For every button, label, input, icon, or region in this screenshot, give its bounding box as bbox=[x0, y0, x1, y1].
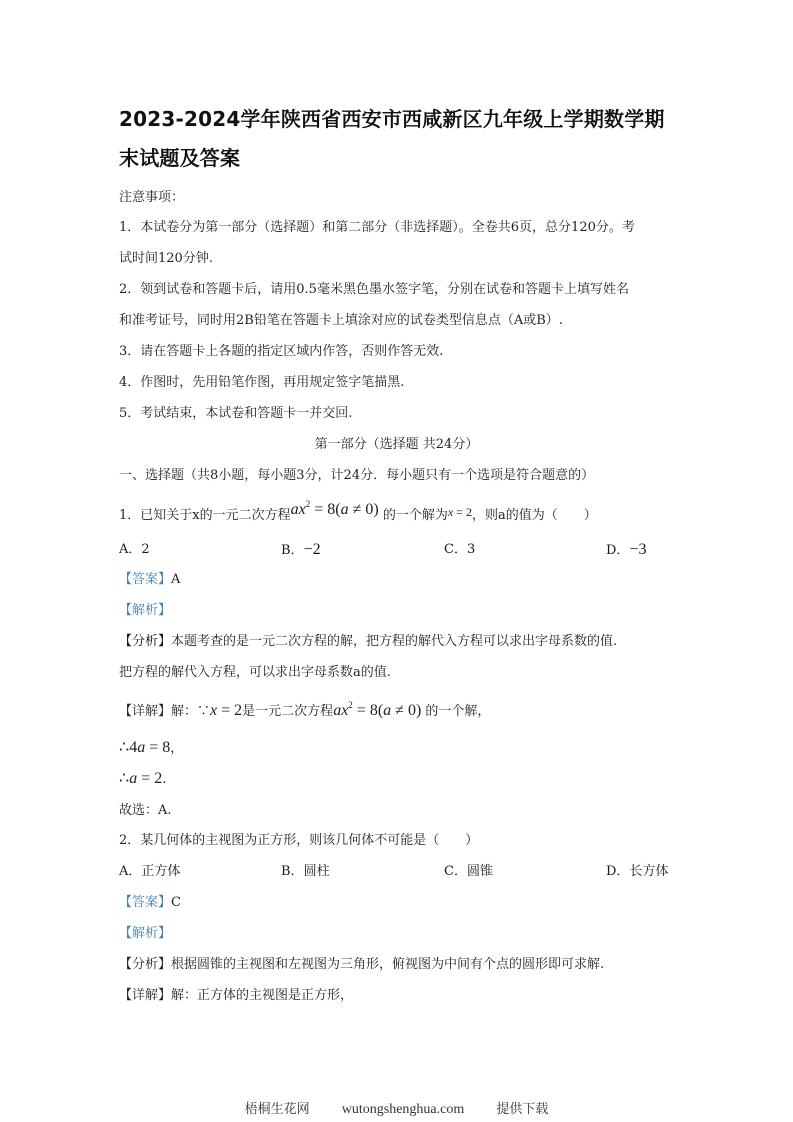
math-text: = 8 bbox=[145, 739, 171, 756]
math-expr bbox=[333, 702, 421, 719]
answer-tag: 【答案】 bbox=[119, 572, 172, 587]
q1-fenxi bbox=[119, 634, 617, 650]
answer-tag: 【答案】 bbox=[119, 895, 172, 910]
q1-option-b bbox=[281, 542, 321, 559]
option-value: 2 bbox=[141, 542, 150, 557]
math-text: = 8( bbox=[310, 501, 341, 518]
option-label: B． bbox=[281, 543, 304, 558]
option-value: 圆柱 bbox=[303, 864, 330, 879]
xiangjie-tag: 【详解】 bbox=[119, 988, 172, 1003]
footer-url-link[interactable]: wutongshenghua.com bbox=[341, 1102, 465, 1117]
xiangjie-text: 解：正方体的主视图是正方形， bbox=[171, 988, 354, 1003]
q1-option-a bbox=[119, 542, 150, 558]
analysis-tag: 【解析】 bbox=[119, 603, 172, 618]
fenxi-text: 根据圆锥的主视图和左视图为三角形，俯视图为中间有个点的圆形即可求解. bbox=[171, 957, 605, 972]
math-text: ≠ 0) bbox=[348, 501, 379, 518]
q1-analysis-tag bbox=[119, 603, 171, 619]
q1-suffix: ，则a的值为（ ） bbox=[471, 508, 597, 523]
option-label: D． bbox=[606, 864, 630, 879]
xiangjie-tag: 【详解】 bbox=[119, 704, 172, 719]
math-text: = 2 bbox=[453, 505, 472, 519]
notice-item: 1．本试卷分为第一部分（选择题）和第二部分（非选择题）。全卷共6页，总分120分。考 bbox=[119, 220, 635, 235]
q1-option-d bbox=[606, 542, 646, 559]
q2-option-b bbox=[281, 864, 330, 880]
document-title-line-1: 2023-2024学年陕西省西安市西咸新区九年级上学期数学期 bbox=[119, 107, 665, 131]
q2-xiangjie bbox=[119, 988, 353, 1004]
answer-value: A bbox=[171, 572, 181, 587]
math-var: x bbox=[210, 702, 218, 719]
option-value: −2 bbox=[303, 541, 321, 558]
q1-step-2 bbox=[119, 771, 166, 788]
xiangjie-text: 是一元二次方程 bbox=[242, 704, 334, 719]
answer-value: C bbox=[171, 895, 181, 910]
q1-step-1 bbox=[119, 740, 183, 757]
notice-item: 4．作图时，先用铅笔作图，再用规定签字笔描黑. bbox=[119, 375, 405, 390]
punct: . bbox=[162, 772, 167, 787]
option-value: 3 bbox=[466, 542, 476, 557]
notice-item: 5．考试结束，本试卷和答题卡一并交回. bbox=[119, 406, 353, 421]
math-text: = 2 bbox=[217, 702, 243, 719]
math-text: = 8( bbox=[352, 702, 384, 719]
math-expr bbox=[210, 702, 242, 719]
math-expr bbox=[119, 770, 162, 787]
option-label: D． bbox=[606, 543, 630, 558]
page-footer bbox=[0, 1098, 793, 1118]
q2-fenxi bbox=[119, 957, 604, 973]
math-var: a bbox=[383, 702, 392, 719]
math-text: 4 bbox=[129, 739, 138, 756]
math-var: x bbox=[298, 501, 306, 518]
math-expr bbox=[119, 739, 170, 756]
q1-xiangjie bbox=[119, 700, 491, 720]
q1-option-c bbox=[444, 542, 475, 558]
notice-heading: 注意事项： bbox=[119, 190, 185, 205]
notice-item: 试时间120分钟. bbox=[119, 251, 213, 266]
question-2-stem: 2．某几何体的主视图为正方形，则该几何体不可能是（ ） bbox=[119, 833, 479, 848]
section-heading: 一、选择题（共8小题，每小题3分，计24分．每小题只有一个选项是符合题意的） bbox=[119, 468, 595, 483]
q1-solution bbox=[448, 505, 472, 519]
fenxi-text: 本题考查的是一元二次方程的解，把方程的解代入方程可以求出字母系数的值. bbox=[171, 634, 618, 649]
fenxi-tag: 【分析】 bbox=[119, 957, 172, 972]
math-var: a bbox=[340, 501, 349, 518]
xiangjie-text: 的一个解， bbox=[425, 704, 491, 719]
q1-equation bbox=[291, 501, 379, 518]
q2-option-d bbox=[606, 864, 668, 880]
q2-option-c bbox=[444, 864, 493, 880]
option-label: B． bbox=[281, 864, 304, 879]
option-label: A． bbox=[119, 542, 142, 557]
option-value: 正方体 bbox=[141, 864, 181, 879]
option-value: 圆锥 bbox=[466, 864, 493, 879]
math-var: x bbox=[341, 702, 349, 719]
q2-option-a bbox=[119, 864, 180, 880]
q2-answer bbox=[119, 895, 181, 911]
notice-item: 和准考证号，同时用2B铅笔在答题卡上填涂对应的试卷类型信息点（A或B）. bbox=[119, 313, 563, 328]
math-var: a bbox=[129, 770, 138, 787]
q2-analysis-tag bbox=[119, 926, 171, 942]
notice-item: 2．领到试卷和答题卡后，请用0.5毫米黑色墨水签字笔，分别在试卷和答题卡上填写姓名 bbox=[119, 282, 629, 297]
math-text: ≠ 0) bbox=[391, 702, 422, 719]
q1-mid: 的一个解为 bbox=[382, 508, 448, 523]
q1-prefix: 1．已知关于x的一元二次方程 bbox=[119, 508, 291, 523]
question-1-stem bbox=[119, 499, 597, 524]
therefore-symbol: ∴ bbox=[119, 739, 130, 756]
xiangjie-text: 解：∵ bbox=[171, 704, 211, 719]
footer-action: 提供下载 bbox=[496, 1102, 549, 1117]
punct: ， bbox=[170, 741, 184, 756]
footer-site-name: 梧桐生花网 bbox=[244, 1102, 310, 1117]
document-title-line-2: 末试题及答案 bbox=[119, 146, 241, 170]
math-var: x bbox=[447, 505, 454, 519]
option-value: 长方体 bbox=[629, 864, 669, 879]
therefore-symbol: ∴ bbox=[119, 770, 130, 787]
q1-fenxi-cont: 把方程的解代入方程，可以求出字母系数a的值. bbox=[119, 665, 391, 680]
option-value: −3 bbox=[629, 541, 647, 558]
math-exponent: 2 bbox=[305, 499, 311, 509]
option-label: C． bbox=[444, 542, 467, 557]
notice-item: 3．请在答题卡上各题的指定区域内作答，否则作答无效. bbox=[119, 344, 444, 359]
fenxi-tag: 【分析】 bbox=[119, 634, 172, 649]
q1-conclusion: 故选：A. bbox=[119, 803, 172, 818]
math-exponent: 2 bbox=[348, 700, 353, 710]
option-label: C． bbox=[444, 864, 467, 879]
analysis-tag: 【解析】 bbox=[119, 926, 172, 941]
math-var: a bbox=[137, 739, 146, 756]
option-label: A． bbox=[119, 864, 142, 879]
math-text: = 2 bbox=[137, 770, 163, 787]
math-var: a bbox=[290, 501, 299, 518]
math-var: a bbox=[333, 702, 342, 719]
q1-answer bbox=[119, 572, 180, 588]
part1-heading: 第一部分（选择题 共24分） bbox=[314, 437, 479, 452]
